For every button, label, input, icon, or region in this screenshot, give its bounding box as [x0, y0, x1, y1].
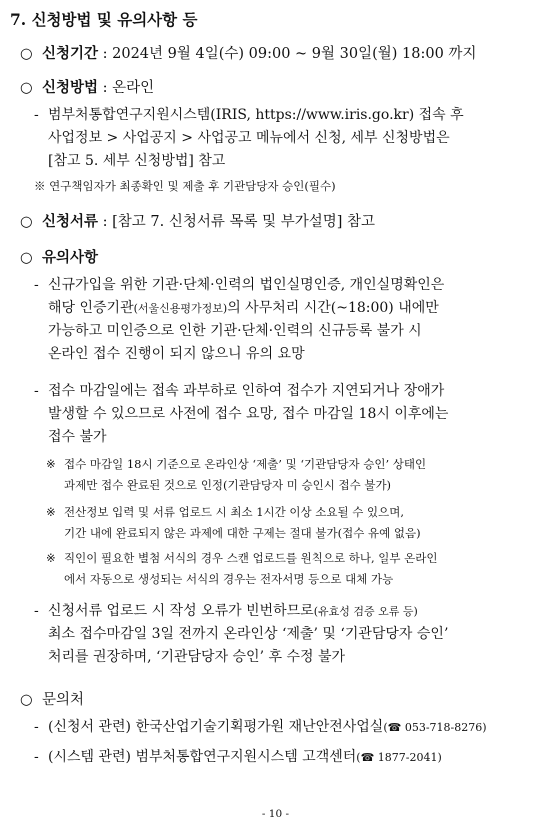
caution-text: 해당 인증기관 [48, 300, 134, 316]
note-icon: ※ [46, 551, 56, 565]
caution-line: 처리를 권장하며, ‘기관담당자 승인’ 후 수정 불가 [48, 649, 346, 665]
dash-icon: - [34, 603, 39, 619]
contact-line-2 [34, 746, 442, 769]
caution-line: 신규가입을 위한 기관·단체·인력의 법인실명인증, 개인실명확인은 [48, 277, 445, 293]
page-number: - 10 - [261, 808, 290, 820]
caution-small-text: (서울신용평가정보) [133, 302, 228, 315]
note-line: 에서 자동으로 생성되는 서식의 경우는 전자서명 등으로 대체 가능 [64, 572, 394, 586]
method-line: [참고 5. 세부 신청방법] 참고 [48, 153, 226, 169]
caution-line: 접수 불가 [48, 429, 107, 445]
phone-icon: ☎ [387, 721, 402, 734]
method-text: : 온라인 [98, 80, 155, 96]
contact-phone-group: (☎ 053-718-8276) [383, 721, 487, 734]
caution-line: 가능하고 미인증으로 인한 기관·단체·인력의 신규등록 불가 시 [48, 323, 422, 339]
contact-phone: 053-718-8276 [404, 721, 483, 734]
note-icon: ※ [46, 457, 56, 471]
caution-item-2 [34, 380, 448, 449]
dash-icon: - [34, 383, 39, 399]
section-title: 7. 신청방법 및 유의사항 등 [10, 10, 198, 29]
cautions-heading [20, 246, 98, 267]
caution-line: 발생할 수 있으므로 사전에 접수 요망, 접수 마감일 18시 이후에는 [48, 406, 449, 422]
period-label: 신청기간 [42, 45, 99, 62]
contact-phone: 1877-2041 [377, 751, 438, 764]
phone-icon: ☎ [360, 751, 375, 764]
caution-line [34, 297, 444, 320]
circle-bullet-icon: ○ [20, 214, 33, 230]
documents-heading [20, 210, 375, 231]
note-line: 기간 내에 완료되지 않은 과제에 대한 구제는 절대 불가(접수 유예 없음) [64, 526, 421, 540]
caution-item-3 [34, 600, 448, 669]
circle-bullet-icon: ○ [20, 80, 33, 96]
method-dash-item [34, 104, 464, 173]
caution-text: 신청서류 업로드 시 작성 오류가 빈번하므로 [48, 603, 314, 619]
contact-text: (신청서 관련) 한국산업기술기획평가원 재난안전사업실 [48, 719, 384, 735]
dash-icon: - [34, 719, 39, 735]
contact-line-1 [34, 716, 487, 739]
documents-label: 신청서류 [42, 213, 99, 230]
contact-phone-group: (☎ 1877-2041) [356, 751, 442, 764]
method-note: ※ 연구책임자가 최종확인 및 제출 후 기관담당자 승인(필수) [34, 179, 336, 193]
caution-note-3 [46, 548, 437, 590]
note-icon: ※ [46, 505, 56, 519]
dash-icon: - [34, 749, 39, 765]
period-heading [20, 42, 476, 63]
note-line: 과제만 접수 완료된 것으로 인정(기관담당자 미 승인시 접수 불가) [64, 478, 392, 492]
circle-bullet-icon: ○ [20, 46, 33, 62]
contact-heading [20, 688, 84, 709]
contact-label: 문의처 [42, 692, 85, 708]
caution-line: 접수 마감일에는 접속 과부하로 인하여 접수가 지연되거나 장애가 [48, 383, 445, 399]
note-line: 직인이 필요한 별첨 서식의 경우 스캔 업로드를 원칙으로 하나, 일부 온라인 [64, 551, 438, 565]
method-line: 사업정보 > 사업공지 > 사업공고 메뉴에서 신청, 세부 신청방법은 [48, 130, 450, 146]
caution-line: 온라인 접수 진행이 되지 않으니 유의 요망 [48, 346, 305, 362]
method-label: 신청방법 [42, 79, 99, 96]
method-heading [20, 76, 154, 97]
note-line: 접수 마감일 18시 기준으로 온라인상 ‘제출’ 및 ‘기관담당자 승인’ 상태인 [64, 457, 427, 471]
cautions-label: 유의사항 [42, 249, 99, 266]
note-line: 전산정보 입력 및 서류 업로드 시 최소 1시간 이상 소요될 수 있으며, [64, 505, 405, 519]
contact-text: (시스템 관련) 범부처통합연구지원시스템 고객센터 [48, 749, 357, 765]
caution-line: 최소 접수마감일 3일 전까지 온라인상 ‘제출’ 및 ‘기관담당자 승인’ [48, 626, 449, 642]
contact-text-row [34, 716, 487, 739]
contact-text-row [34, 746, 442, 769]
circle-bullet-icon: ○ [20, 692, 33, 708]
caution-note-1 [46, 454, 426, 496]
circle-bullet-icon: ○ [20, 250, 33, 266]
dash-icon: - [34, 107, 39, 123]
caution-item-1 [34, 274, 444, 366]
caution-text: 의 사무처리 시간(~18:00) 내에만 [227, 300, 439, 316]
period-text: : 2024년 9월 4일(수) 09:00 ~ 9월 30일(월) 18:00 까지 [98, 46, 477, 62]
dash-icon: - [34, 277, 39, 293]
caution-small-text: (유효성 검증 오류 등) [313, 605, 418, 618]
documents-text: : [참고 7. 신청서류 목록 및 부가설명] 참고 [98, 214, 376, 230]
method-line: 범부처통합연구지원시스템(IRIS, https://www.iris.go.kr) 접속 후 [48, 107, 464, 123]
caution-note-2 [46, 502, 421, 544]
caution-line [34, 600, 448, 623]
